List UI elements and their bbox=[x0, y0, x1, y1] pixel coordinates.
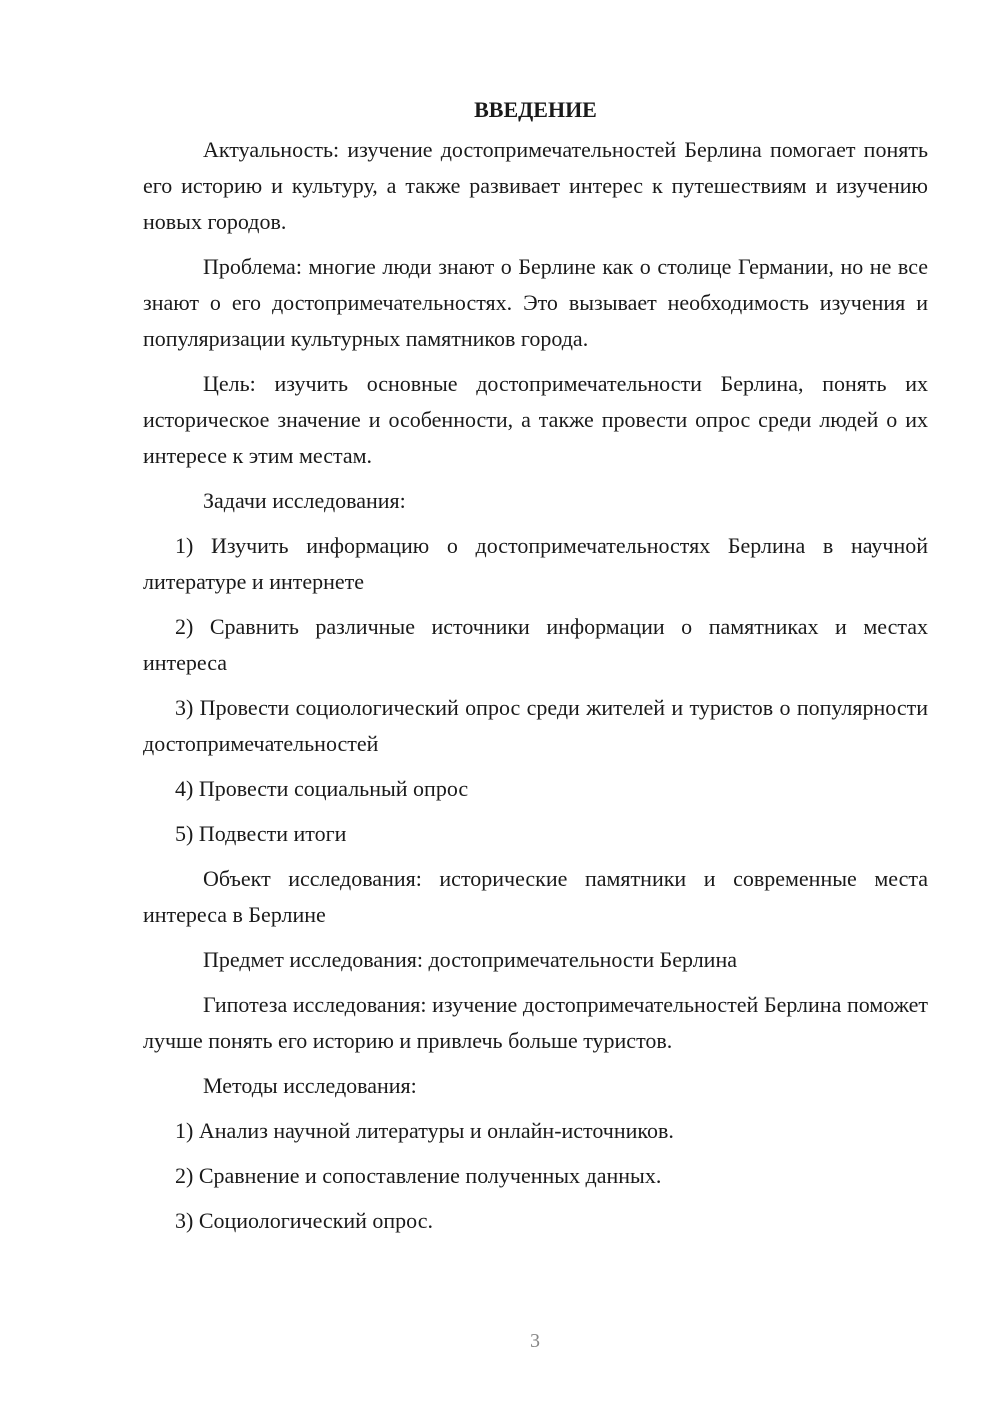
task-item: 5) Подвести итоги bbox=[175, 821, 347, 846]
task-item: 2) Сравнить различные источники информации о памятниках и местах интереса bbox=[143, 614, 928, 675]
task-item: 1) Изучить информацию о достопримечательностях Берлина в научной литературе и интернете bbox=[143, 533, 928, 594]
method-item: 3) Социологический опрос. bbox=[175, 1208, 433, 1233]
subject-paragraph: Предмет исследования: достопримечательности Берлина bbox=[203, 947, 737, 972]
page-title: ВВЕДЕНИЕ bbox=[474, 97, 597, 122]
method-item: 1) Анализ научной литературы и онлайн-источников. bbox=[175, 1118, 674, 1143]
goal-paragraph: Цель: изучить основные достопримечательности Берлина, понять их историческое значение и особенности, а также провести опрос среди людей о их интересе к этим местам. bbox=[143, 371, 928, 468]
methods-heading: Методы исследования: bbox=[203, 1073, 417, 1098]
document-body bbox=[143, 92, 928, 1248]
object-paragraph: Объект исследования: исторические памятники и современные места интереса в Берлине bbox=[143, 866, 928, 927]
task-item: 4) Провести социальный опрос bbox=[175, 776, 469, 801]
method-item: 2) Сравнение и сопоставление полученных данных. bbox=[175, 1163, 662, 1188]
task-item: 3) Провести социологический опрос среди жителей и туристов о популярности достопримечательностей bbox=[143, 695, 928, 756]
hypothesis-paragraph: Гипотеза исследования: изучение достопримечательностей Берлина поможет лучше понять его историю и привлечь больше туристов. bbox=[143, 992, 928, 1053]
page-number: 3 bbox=[530, 1330, 540, 1352]
relevance-paragraph: Актуальность: изучение достопримечательностей Берлина помогает понять его историю и культуру, а также развивает интерес к путешествиям и изучению новых городов. bbox=[143, 137, 928, 234]
tasks-heading: Задачи исследования: bbox=[203, 488, 406, 513]
problem-paragraph: Проблема: многие люди знают о Берлине как о столице Германии, но не все знают о его достопримечательностях. Это вызывает необходимость изучения и популяризации культурных памятников города. bbox=[143, 254, 928, 351]
